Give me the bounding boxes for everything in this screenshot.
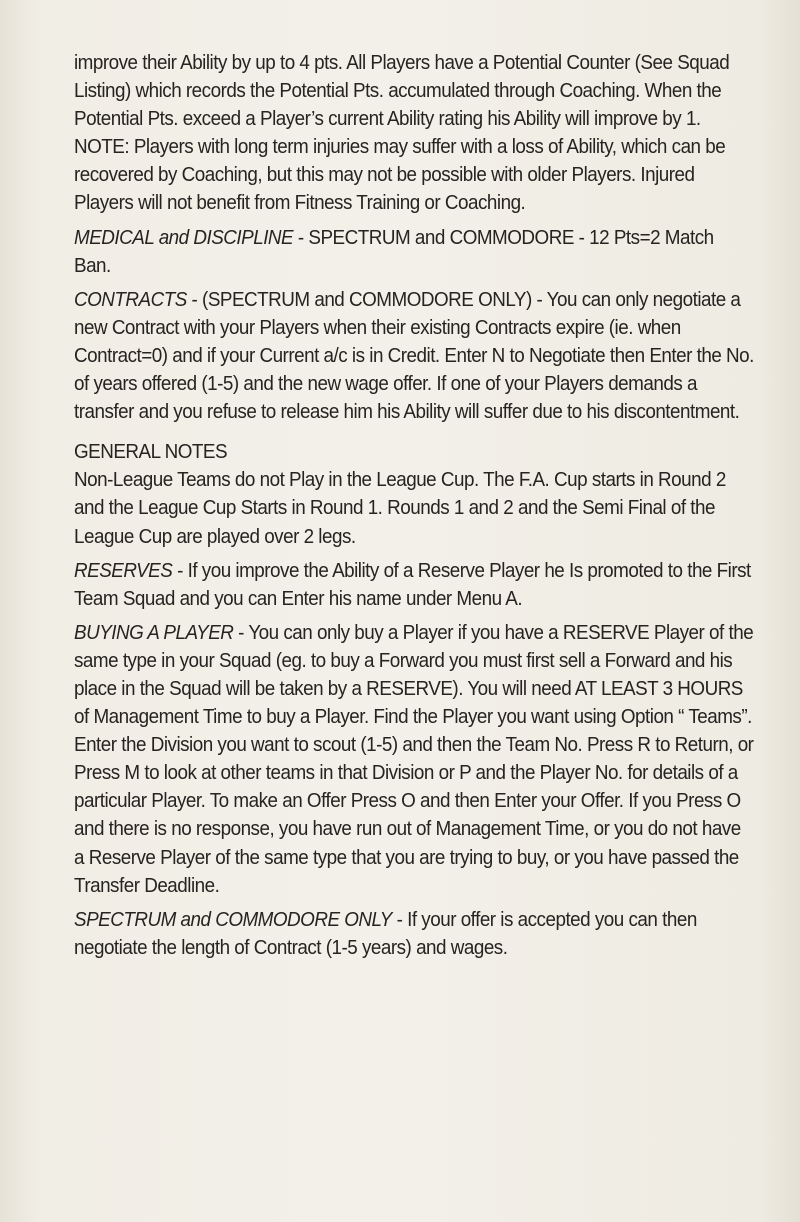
medical-text: - SPECTRUM and COMMODORE - 12 Pts=2 Match Ban. (74, 225, 714, 277)
spectrum-heading: SPECTRUM and COMMODORE ONLY (74, 907, 392, 931)
medical-heading: MEDICAL and DISCIPLINE (74, 225, 294, 249)
contracts-text: - (SPECTRUM and COMMODORE ONLY) - You can only negotiate a new Contract with your Players when their existing Contracts expire (ie. when Contract=0) and if your Current a/c is in Credit. Enter N to Negotiate then Enter the No. of years offered (1-5) and the new wage offer. If one of your Players demands a transfer and you refuse to release him his Ability will suffer due to his discontentment. (74, 287, 754, 424)
reserves-heading: RESERVES (74, 558, 173, 582)
spectrum-text: - If your offer is accepted you can then negotiate the length of Contract (1-5 years) and wages. (74, 907, 697, 959)
coaching-text: improve their Ability by up to 4 pts. All Players have a Potential Counter (See Squad Listing) which records the Potential Pts. accumulated through Coaching. When the Potential Pts. exceed a Player’s current Ability rating his Ability will improve by 1. NOTE: Players with long term injuries may suffer with a loss of Ability, which can be recovered by Coaching, but this may not be possible with older Players. Injured Players will not benefit from Fitness Training or Coaching. (74, 51, 730, 215)
manual-text (74, 49, 755, 968)
coaching-paragraph (74, 49, 755, 218)
general-notes-heading: GENERAL NOTES (74, 440, 228, 464)
contracts-paragraph (74, 286, 755, 426)
spectrum-paragraph (74, 906, 755, 962)
general-notes-paragraph: Non-League Teams do not Play in the League Cup. The F.A. Cup starts in Round 2 and the League Cup Starts in Round 1. Rounds 1 and 2 and the Semi Final of the League Cup are played over 2 legs. (74, 468, 726, 548)
medical-paragraph (74, 224, 755, 280)
reserves-paragraph (74, 557, 755, 613)
buying-heading: BUYING A PLAYER (74, 620, 234, 644)
buying-text: - You can only buy a Player if you have a RESERVE Player of the same type in your Squad (eg. to buy a Forward you must first sell a Forward and his place in the Squad will be taken by a RESERVE). You will need AT LEAST 3 HOURS of Management Time to buy a Player. Find the Player you want using Option “ Teams”. Enter the Division you want to scout (1-5) and then the Team No. Press R to Return, or Press M to look at other teams in that Division or P and the Player No. for details of a particular Player. To make an Offer Press O and then Enter your Offer. If you Press O and there is no response, you have run out of Management Time, or you do not have a Reserve Player of the same type that you are trying to buy, or you have passed the Transfer Deadline. (74, 620, 754, 897)
reserves-text: - If you improve the Ability of a Reserve Player he Is promoted to the First Team Squad and you can Enter his name under Menu A. (74, 558, 751, 610)
buying-paragraph (74, 619, 755, 900)
contracts-heading: CONTRACTS (74, 287, 187, 311)
